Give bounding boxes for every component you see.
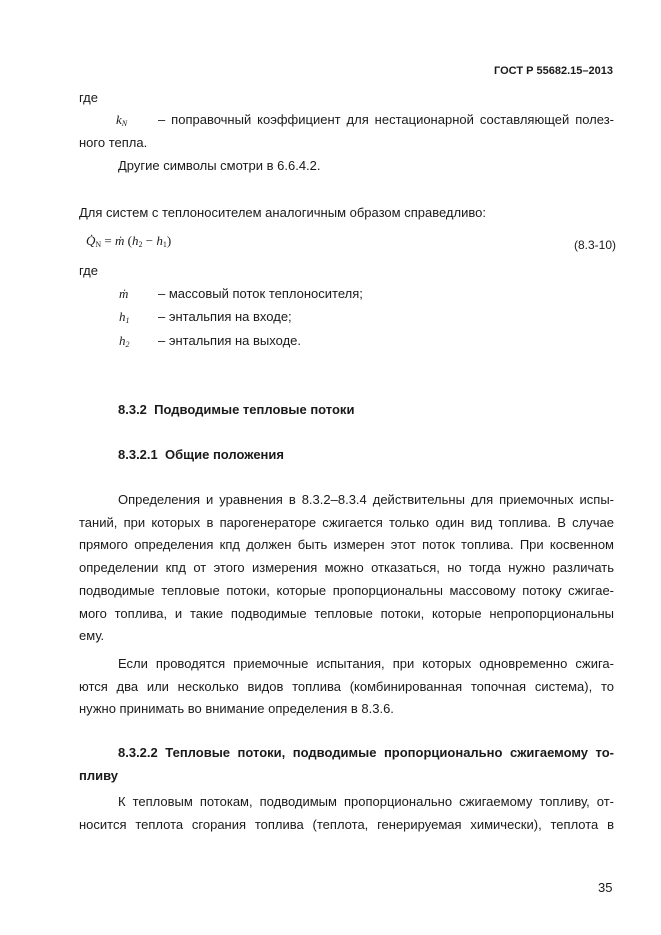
where-label-2: где (79, 263, 98, 278)
definition-k-line1: – поправочный коэффициент для нестационарной составляющей полез- (158, 112, 614, 127)
symbol-h1: $h_1$ (119, 309, 130, 325)
section-heading-8-3-2-2: 8.3.2.2 Тепловые потоки, подводимые пропорционально сжигаемому то- пливу (79, 745, 614, 783)
definition-h2: – энтальпия на выходе. (158, 333, 301, 348)
definition-mdot: – массовый поток теплоносителя; (158, 286, 363, 301)
symbol-mdot: ṁ (119, 286, 129, 301)
formula-8-3-10: $Q̇_N$ = ṁ $(h_2 - h_1)$ (86, 233, 172, 249)
paragraph-proportional-flows: К тепловым потокам, подводимым пропорционально сжигаемому топливу, от- носится теплота сгорания топлива (теплота, генерируемая химически), теплота в (79, 794, 614, 832)
definition-k-line2: ного тепла. (79, 135, 148, 150)
symbol-k: $k_N$ (116, 112, 128, 128)
where-label-1: где (79, 90, 98, 105)
other-symbols-note: Другие символы смотри в 6.6.4.2. (118, 158, 321, 173)
section-heading-8-3-2: 8.3.2 Подводимые тепловые потоки (118, 402, 355, 417)
section-heading-8-3-2-1: 8.3.2.1 Общие положения (118, 447, 284, 462)
definition-h1: – энтальпия на входе; (158, 309, 292, 324)
standard-header: ГОСТ Р 55682.15–2013 (494, 65, 613, 77)
formula-number: (8.3-10) (574, 238, 617, 252)
intro-systems-text: Для систем с теплоносителем аналогичным образом справедливо: (79, 205, 486, 220)
paragraph-definitions: Определения и уравнения в 8.3.2–8.3.4 действительны для приемочных испы- таний, при которых в парогенераторе сжигается только один вид топлива. В случае прямого определения кпд должен быть измерен этот поток топлива. При косвенном определении кпд от этого измерения можно отказаться, но тогда нужно различать подводимые тепловые потоки, которые пропорциональны массовому потоку сжигае- мого топлива, и такие подводимые тепловые потоки, которые непропорциональны ему. (79, 492, 614, 644)
paragraph-combined-fuels: Если проводятся приемочные испытания, при которых одновременно сжига- ются два или несколько видов топлива (комбинированная топочная система), то нужно принимать во внимание определения в 8.3.6. (79, 656, 614, 717)
page-number: 35 (598, 880, 613, 895)
symbol-h2: $h_2$ (119, 333, 130, 349)
